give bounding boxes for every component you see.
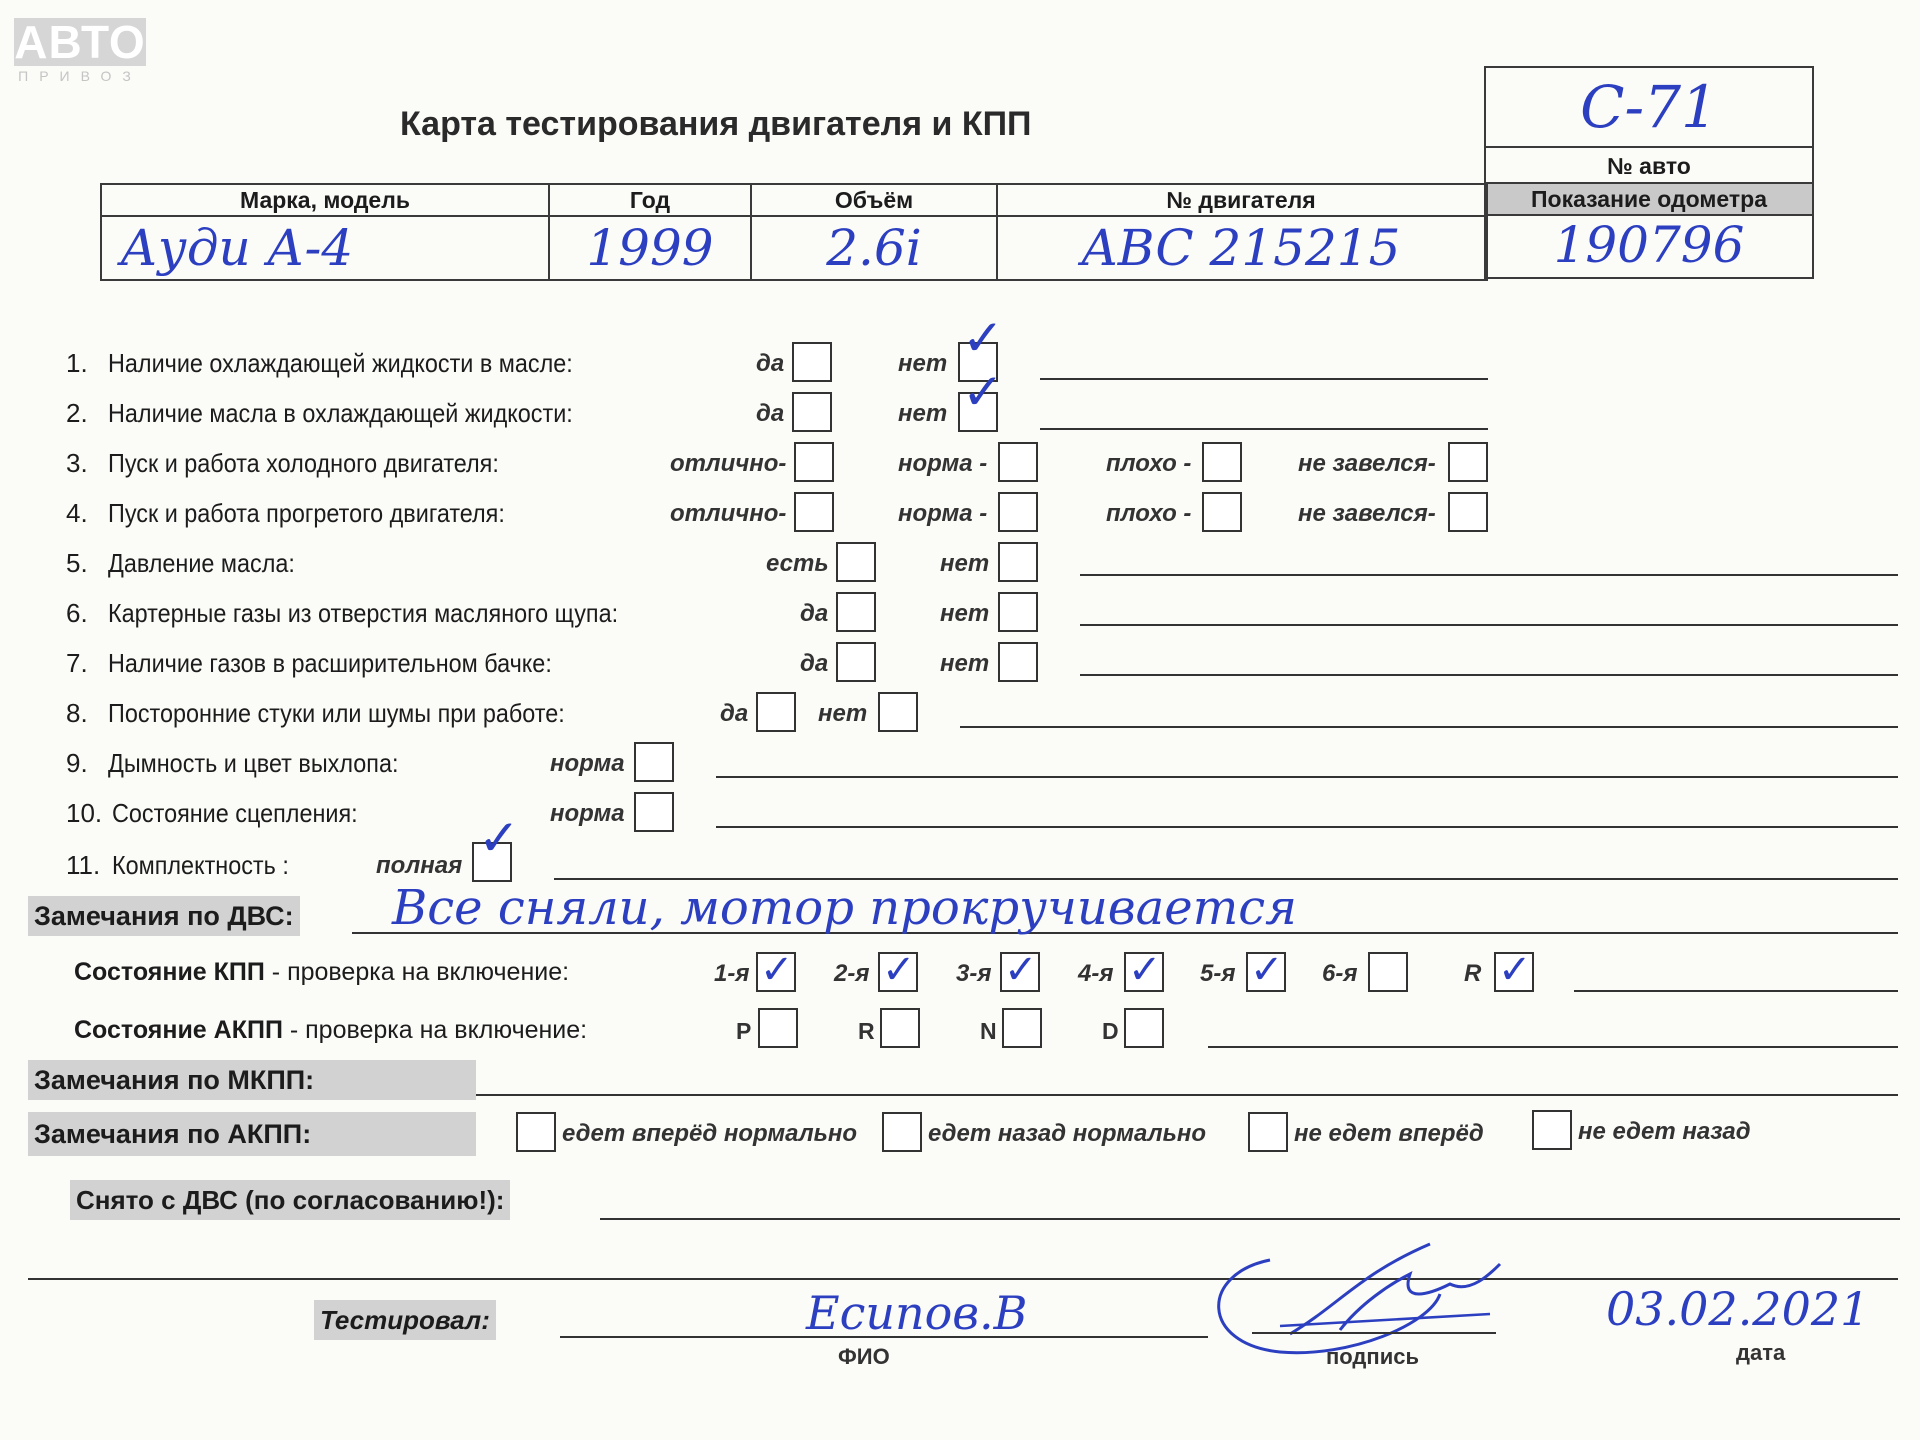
engine-remarks-text[interactable]: Все сняли, мотор прокручивается bbox=[392, 880, 1297, 936]
option-not-started-label: не завелся- bbox=[1298, 500, 1436, 527]
position-p-checkbox[interactable] bbox=[758, 1008, 798, 1048]
question-number: 4. bbox=[66, 498, 88, 528]
question-number: 6. bbox=[66, 598, 88, 628]
question-number: 7. bbox=[66, 648, 88, 678]
gearbox-label bbox=[74, 958, 569, 987]
removed-label: Снято с ДВС (по согласованию!): bbox=[70, 1180, 510, 1220]
manual-remarks-label: Замечания по МКПП: bbox=[28, 1060, 476, 1100]
removed-line[interactable] bbox=[600, 1218, 1900, 1220]
logo-subtitle: ПРИВОЗ bbox=[18, 68, 142, 84]
option-normal-label: норма - bbox=[898, 450, 988, 477]
option-bad-label: плохо - bbox=[1106, 500, 1192, 527]
gear-label: 3-я bbox=[956, 960, 992, 987]
option-no-label: нет bbox=[940, 600, 990, 627]
gear-mark: ✓ bbox=[1498, 947, 1532, 993]
year-column bbox=[550, 185, 752, 279]
q6-notes-line[interactable] bbox=[1080, 624, 1898, 626]
question-number: 3. bbox=[66, 448, 88, 478]
q1-yes-checkbox[interactable] bbox=[792, 342, 832, 382]
q4-excellent-checkbox[interactable] bbox=[794, 492, 834, 532]
q10-norm-checkbox[interactable] bbox=[634, 792, 674, 832]
q8-no-checkbox[interactable] bbox=[878, 692, 918, 732]
gear-mark: ✓ bbox=[1128, 947, 1162, 993]
gear-mark: ✓ bbox=[760, 947, 794, 993]
auto-gearbox-notes-line[interactable] bbox=[1208, 1046, 1898, 1048]
gearbox-label-rest: - проверка на включение: bbox=[264, 958, 570, 986]
q3-normal-checkbox[interactable] bbox=[998, 442, 1038, 482]
year-label: Год bbox=[550, 185, 750, 217]
option-yes-label: да bbox=[800, 600, 829, 627]
q8-notes-line[interactable] bbox=[960, 726, 1898, 728]
signature-caption: подпись bbox=[1326, 1344, 1419, 1369]
option-norm-label: норма bbox=[550, 750, 625, 777]
position-label: P bbox=[736, 1018, 752, 1044]
option-full-label: полная bbox=[376, 852, 463, 879]
gear-label: 1-я bbox=[714, 960, 750, 987]
position-label: R bbox=[858, 1018, 875, 1044]
forward-normal-checkbox[interactable] bbox=[516, 1112, 556, 1152]
question-number: 2. bbox=[66, 398, 88, 428]
gear-label: 2-я bbox=[834, 960, 870, 987]
volume-label: Объём bbox=[752, 185, 996, 217]
volume-value[interactable]: 2.6i bbox=[826, 219, 922, 277]
question-number: 10. bbox=[66, 798, 103, 828]
q8-yes-checkbox[interactable] bbox=[756, 692, 796, 732]
q1-notes-line[interactable] bbox=[1040, 378, 1488, 380]
odometer-value: 190796 bbox=[1486, 214, 1812, 279]
backward-normal-checkbox[interactable] bbox=[882, 1112, 922, 1152]
q7-no-checkbox[interactable] bbox=[998, 642, 1038, 682]
manual-remarks-line[interactable] bbox=[476, 1094, 1898, 1096]
position-label: D bbox=[1102, 1018, 1119, 1044]
gearbox-notes-line[interactable] bbox=[1574, 990, 1898, 992]
question-text: Давление масла: bbox=[108, 548, 295, 578]
option-no-label: нет bbox=[898, 400, 948, 427]
brand-column bbox=[102, 185, 550, 279]
question-number: 11. bbox=[66, 850, 101, 880]
odometer-label: Показание одометра bbox=[1486, 182, 1812, 216]
engine-remarks-label: Замечания по ДВС: bbox=[28, 896, 300, 936]
q10-notes-line[interactable] bbox=[716, 826, 1898, 828]
position-r-checkbox[interactable] bbox=[880, 1008, 920, 1048]
option-bad-label: плохо - bbox=[1106, 450, 1192, 477]
question-number: 9. bbox=[66, 748, 88, 778]
q6-no-checkbox[interactable] bbox=[998, 592, 1038, 632]
option-no-label: нет bbox=[898, 350, 948, 377]
q4-bad-checkbox[interactable] bbox=[1202, 492, 1242, 532]
q7-yes-checkbox[interactable] bbox=[836, 642, 876, 682]
volume-column bbox=[752, 185, 998, 279]
option-yes-label: да bbox=[720, 700, 749, 727]
no-backward-checkbox[interactable] bbox=[1532, 1110, 1572, 1150]
gearbox-label-bold: Состояние КПП bbox=[74, 958, 265, 986]
gear-label: 6-я bbox=[1322, 960, 1358, 987]
logo: АВТО bbox=[14, 16, 146, 68]
auto-number-label: № авто bbox=[1486, 146, 1812, 184]
question-text: Наличие масла в охлаждающей жидкости: bbox=[108, 398, 573, 428]
option-yes-label: да bbox=[800, 650, 829, 677]
gear-6-checkbox[interactable] bbox=[1368, 952, 1408, 992]
q1-no-checkmark: ✓ bbox=[962, 309, 1004, 367]
auto-remark-option: не едет назад bbox=[1578, 1118, 1751, 1145]
brand-label: Марка, модель bbox=[102, 185, 548, 217]
engine-value[interactable]: ABC 215215 bbox=[1081, 219, 1401, 277]
engine-label: № двигателя bbox=[998, 185, 1484, 217]
q3-not-started-checkbox[interactable] bbox=[1448, 442, 1488, 482]
option-present-label: есть bbox=[766, 550, 829, 577]
option-yes-label: да bbox=[756, 400, 785, 427]
option-not-started-label: не завелся- bbox=[1298, 450, 1436, 477]
gear-label: R bbox=[1464, 960, 1482, 987]
vehicle-info-table bbox=[100, 183, 1488, 281]
tester-name[interactable]: Есипов.В bbox=[806, 1286, 1028, 1340]
question-text: Картерные газы из отверстия масляного щупа: bbox=[108, 598, 619, 628]
option-no-label: нет bbox=[940, 550, 990, 577]
tested-label: Тестировал: bbox=[314, 1300, 496, 1340]
no-forward-checkbox[interactable] bbox=[1248, 1112, 1288, 1152]
question-text: Наличие охлаждающей жидкости в масле: bbox=[108, 348, 573, 378]
question-text: Пуск и работа холодного двигателя: bbox=[108, 448, 499, 478]
q7-notes-line[interactable] bbox=[1080, 674, 1898, 676]
q9-notes-line[interactable] bbox=[716, 776, 1898, 778]
q9-norm-checkbox[interactable] bbox=[634, 742, 674, 782]
gear-mark: ✓ bbox=[882, 947, 916, 993]
footer-divider bbox=[28, 1278, 1898, 1280]
position-d-checkbox[interactable] bbox=[1124, 1008, 1164, 1048]
option-excellent-label: отлично- bbox=[670, 500, 787, 527]
q5-no-checkbox[interactable] bbox=[998, 542, 1038, 582]
auto-number-box bbox=[1484, 66, 1814, 279]
gear-mark: ✓ bbox=[1250, 947, 1284, 993]
q2-yes-checkbox[interactable] bbox=[792, 392, 832, 432]
q3-excellent-checkbox[interactable] bbox=[794, 442, 834, 482]
question-text: Наличие газов в расширительном бачке: bbox=[108, 648, 552, 678]
q11-full-checkmark: ✓ bbox=[478, 809, 520, 867]
auto-remark-option: едет назад нормально bbox=[928, 1120, 1207, 1147]
question-number: 5. bbox=[66, 548, 88, 578]
question-text: Комплектность : bbox=[112, 850, 289, 880]
question-text: Состояние сцепления: bbox=[112, 798, 358, 828]
option-norm-label: норма bbox=[550, 800, 625, 827]
q6-yes-checkbox[interactable] bbox=[836, 592, 876, 632]
auto-remarks-label: Замечания по АКПП: bbox=[28, 1112, 476, 1156]
q2-notes-line[interactable] bbox=[1040, 428, 1488, 430]
page-title: Карта тестирования двигателя и КПП bbox=[400, 105, 1032, 143]
option-no-label: нет bbox=[818, 700, 868, 727]
engine-column bbox=[998, 185, 1484, 279]
auto-gearbox-label-rest: - проверка на включение: bbox=[282, 1016, 588, 1044]
signature-line bbox=[1252, 1332, 1496, 1334]
gear-label: 5-я bbox=[1200, 960, 1236, 987]
option-yes-label: да bbox=[756, 350, 785, 377]
q5-notes-line[interactable] bbox=[1080, 574, 1898, 576]
position-n-checkbox[interactable] bbox=[1002, 1008, 1042, 1048]
auto-gearbox-label-bold: Состояние АКПП bbox=[74, 1016, 283, 1044]
auto-remark-option: едет вперёд нормально bbox=[562, 1120, 858, 1147]
q5-present-checkbox[interactable] bbox=[836, 542, 876, 582]
auto-number-value: С-71 bbox=[1580, 73, 1718, 141]
q2-no-checkmark: ✓ bbox=[962, 363, 1004, 421]
auto-remark-option: не едет вперёд bbox=[1294, 1120, 1484, 1147]
question-text: Дымность и цвет выхлопа: bbox=[108, 748, 399, 778]
option-no-label: нет bbox=[940, 650, 990, 677]
question-number: 8. bbox=[66, 698, 88, 728]
date-value[interactable]: 03.02.2021 bbox=[1606, 1282, 1870, 1336]
q4-normal-checkbox[interactable] bbox=[998, 492, 1038, 532]
question-text: Посторонние стуки или шумы при работе: bbox=[108, 698, 565, 728]
gear-mark: ✓ bbox=[1004, 947, 1038, 993]
q4-not-started-checkbox[interactable] bbox=[1448, 492, 1488, 532]
q3-bad-checkbox[interactable] bbox=[1202, 442, 1242, 482]
position-label: N bbox=[980, 1018, 997, 1044]
option-normal-label: норма - bbox=[898, 500, 988, 527]
name-line bbox=[560, 1336, 1208, 1338]
auto-gearbox-label bbox=[74, 1016, 587, 1045]
name-caption: ФИО bbox=[838, 1344, 890, 1369]
question-text: Пуск и работа прогретого двигателя: bbox=[108, 498, 505, 528]
question-number: 1. bbox=[66, 348, 88, 378]
option-excellent-label: отлично- bbox=[670, 450, 787, 477]
gear-label: 4-я bbox=[1078, 960, 1114, 987]
brand-value[interactable]: Ауди А-4 bbox=[120, 219, 354, 277]
year-value[interactable]: 1999 bbox=[586, 219, 714, 277]
date-caption: дата bbox=[1736, 1340, 1786, 1365]
